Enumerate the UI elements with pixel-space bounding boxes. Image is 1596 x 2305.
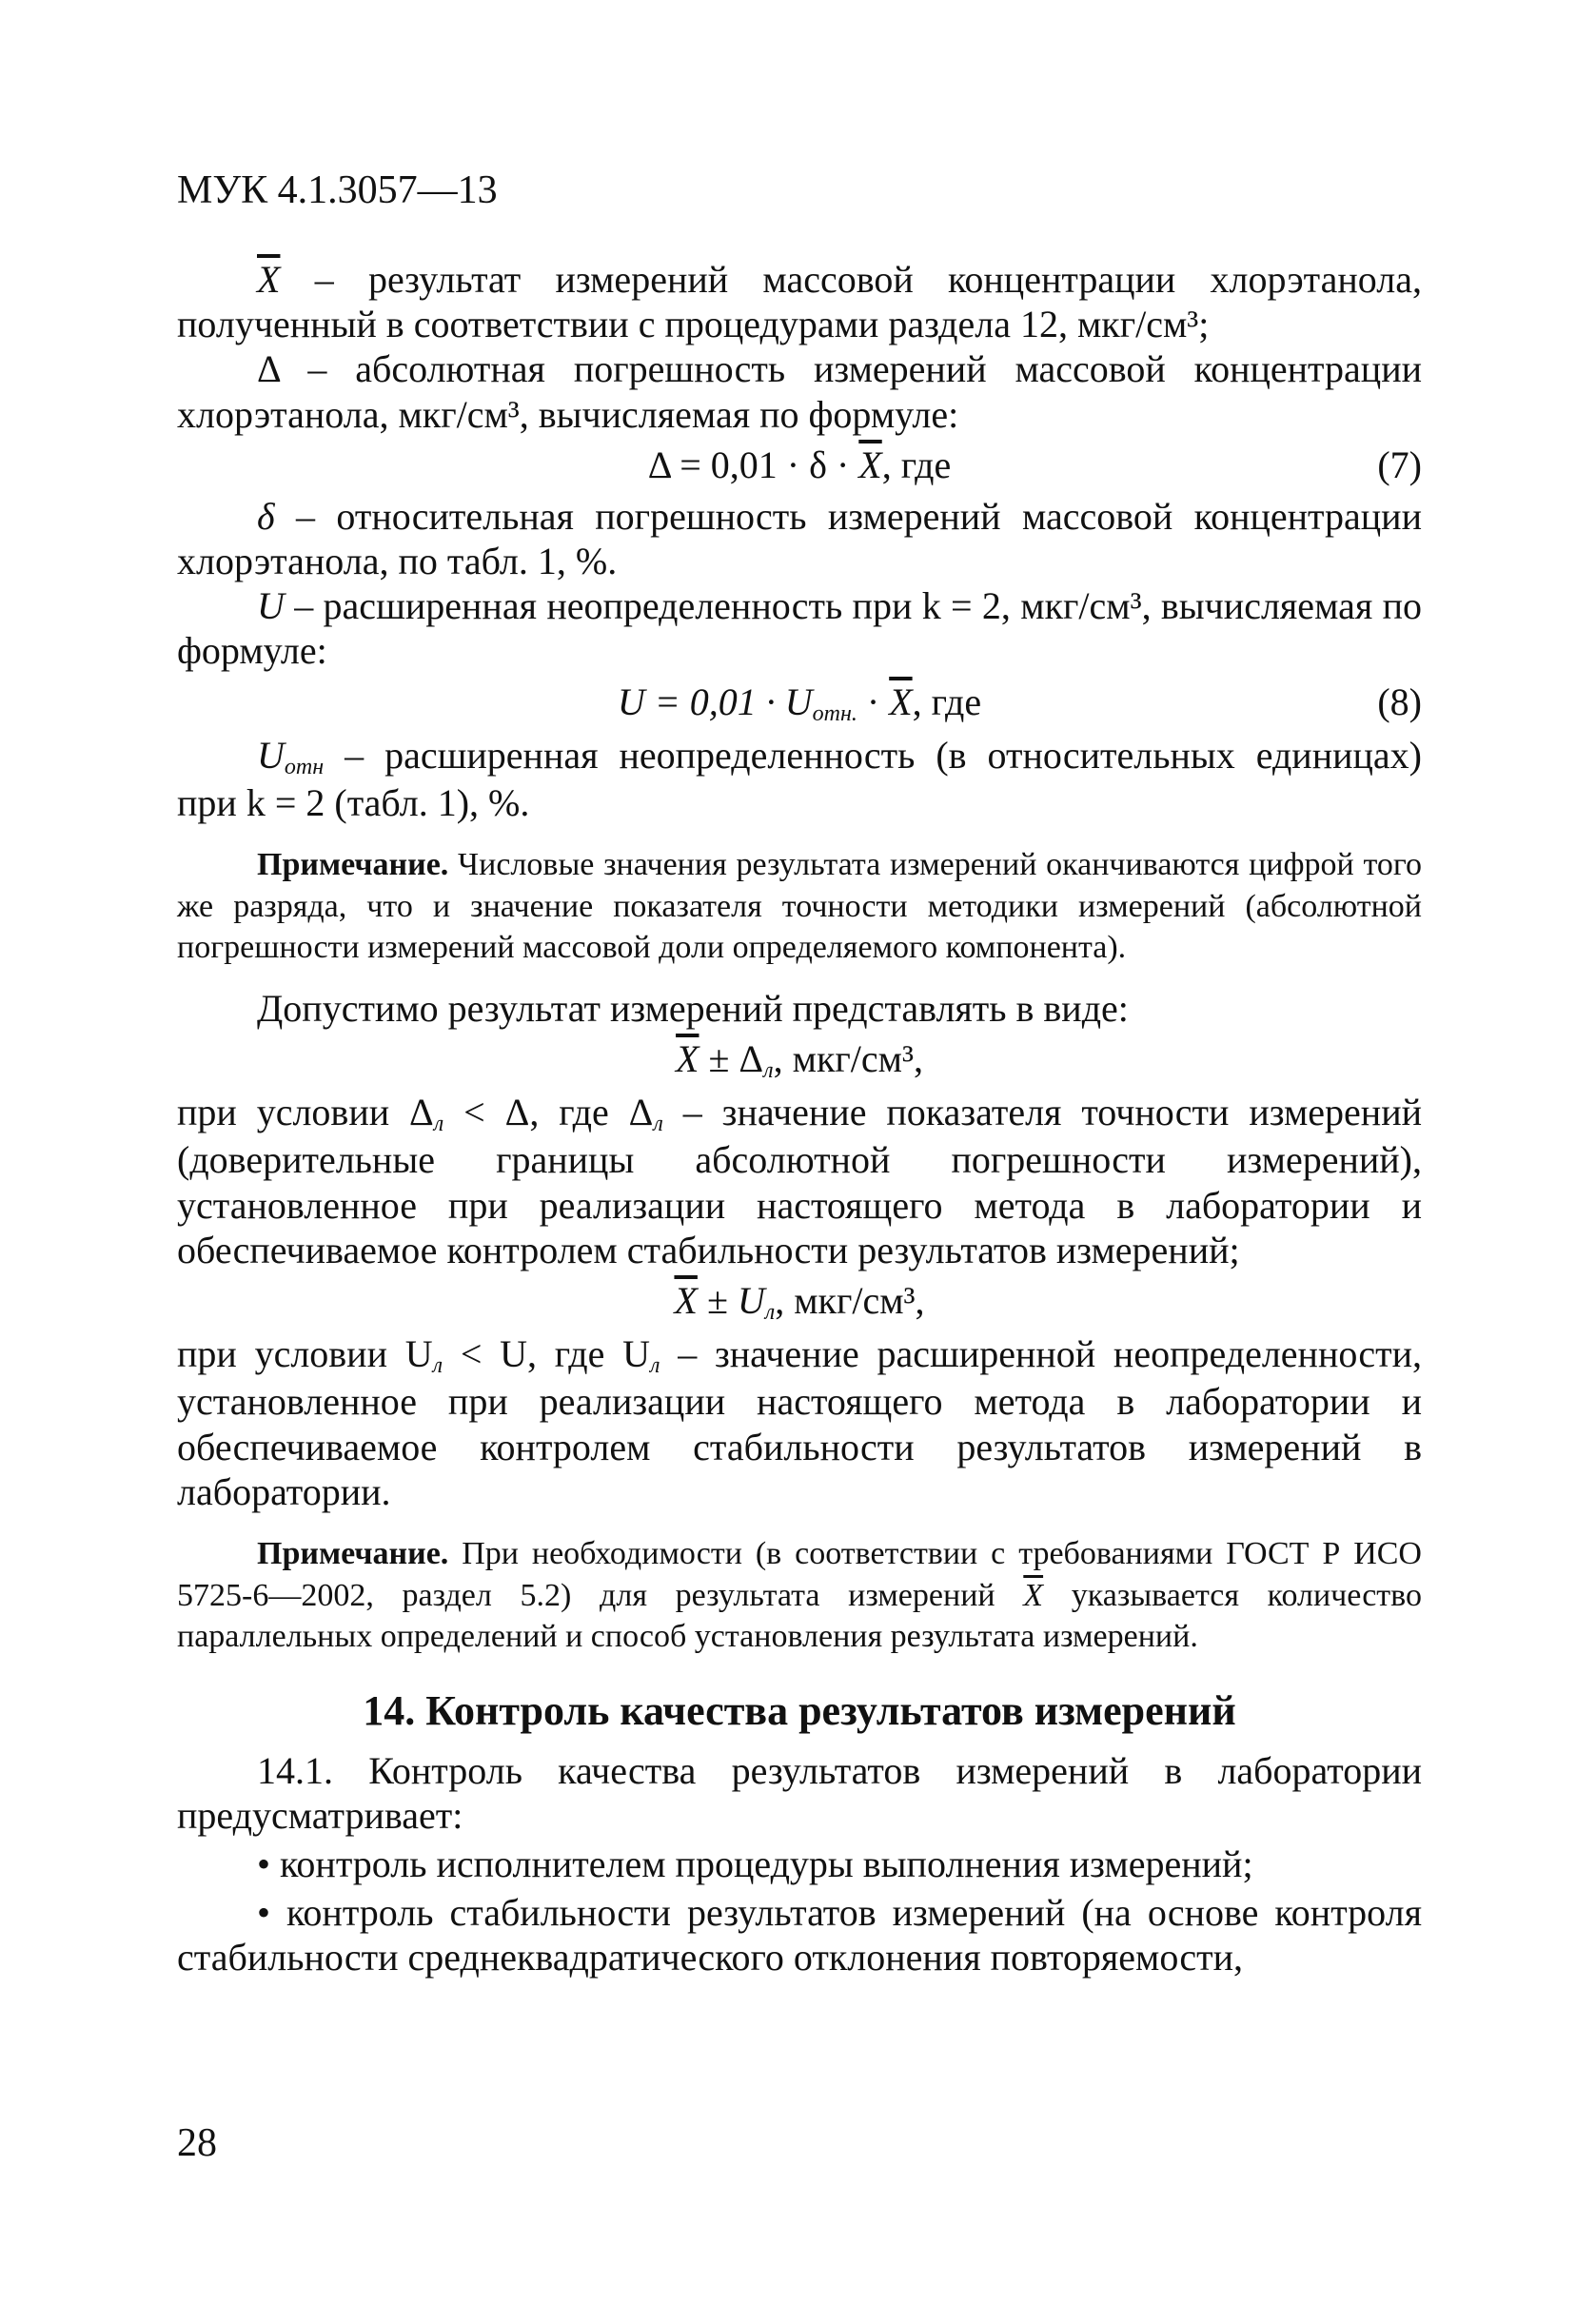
delta-definition: Δ – абсолютная погрешность измерений массовой концентрации хлорэтанола, мкг/см³, вычисляемая по формуле: bbox=[177, 347, 1422, 436]
condition-u: при условии $U_л < U$, где $U_л$ – значение расширенной неопределенности, установленное при реализации настоящего метода в лаборатории и обеспечиваемое контролем стабильности результатов измерений в лаборатории. bbox=[177, 1332, 1422, 1513]
document-code-header: МУК 4.1.3057—13 bbox=[177, 168, 498, 212]
note-1-label: Примечание. bbox=[257, 847, 449, 883]
formula-x-u: $\overline{X} \pm U_л$, мкг/см³, bbox=[674, 1278, 925, 1325]
note-2-label: Примечание. bbox=[257, 1536, 449, 1572]
uotn-definition: $U_{отн}$ – расширенная неопределенность (в относительных единицах) при k = 2 (табл. 1), %. bbox=[177, 733, 1422, 824]
formula-7: $\Delta = 0,01 \cdot \delta \cdot \overline{X}$, где (7) bbox=[177, 441, 1422, 490]
section-14-heading: 14. Контроль качества результатов измерений bbox=[363, 1686, 1236, 1734]
formula-8: $U = 0,01 \cdot U_{отн.} \cdot \overline{X}$, где (8) bbox=[177, 678, 1422, 729]
x-definition: $\overline{X}$ – результат измерений массовой концентрации хлорэтанола, полученный в соответствии с процедурами раздела 12, мкг/см³; bbox=[177, 258, 1422, 346]
formula-x-delta: $\overline{X} \pm \Delta_л$, мкг/см³, bbox=[676, 1036, 923, 1083]
condition-delta: при условии $\Delta_л < \Delta$, где $\Delta_л$ – значение показателя точности измерений (доверительные границы абсолютной погрешности измерений), установленное при реализации настоящего метода в лаборатории и обеспечиваемое контролем стабильности результатов измерений; bbox=[177, 1091, 1423, 1271]
section-14-paragraph: 14.1. Контроль качества результатов измерений в лаборатории предусматривает: bbox=[177, 1748, 1422, 1837]
formula-8-number: (8) bbox=[1377, 680, 1422, 723]
allowed-intro: Допустимо результат измерений представлять в виде: bbox=[257, 986, 1129, 1030]
u-definition: U – расширенная неопределенность при k = 2, мкг/см³, вычисляемая по формуле: bbox=[177, 584, 1422, 673]
note-2: Примечание. При необходимости (в соответствии с требованиями ГОСТ Р ИСО 5725-6—2002, раздел 5.2) для результата измерений $\overline{X}$ указывается количество параллельных определений и способ установления результата измерений. bbox=[177, 1536, 1422, 1655]
list-item: • контроль стабильности результатов измерений (на основе контроля стабильности среднеквадратического отклонения повторяемости, bbox=[177, 1891, 1422, 1980]
formula-7-number: (7) bbox=[1377, 443, 1422, 486]
note-1: Примечание. Числовые значения результата измерений оканчиваются цифрой того же разряда, что и значение показателя точности методики измерений (абсолютной погрешности измерений массовой доли определяемого компонента). bbox=[177, 847, 1422, 966]
page-number: 28 bbox=[177, 2121, 217, 2165]
x-bar-symbol: $\overline{X}$ bbox=[257, 258, 281, 301]
list-item: • контроль исполнителем процедуры выполнения измерений; bbox=[257, 1842, 1253, 1885]
page-body bbox=[177, 257, 1422, 1980]
delta-rel-definition: δ – относительная погрешность измерений массовой концентрации хлорэтанола, по табл. 1, %. bbox=[177, 494, 1422, 582]
